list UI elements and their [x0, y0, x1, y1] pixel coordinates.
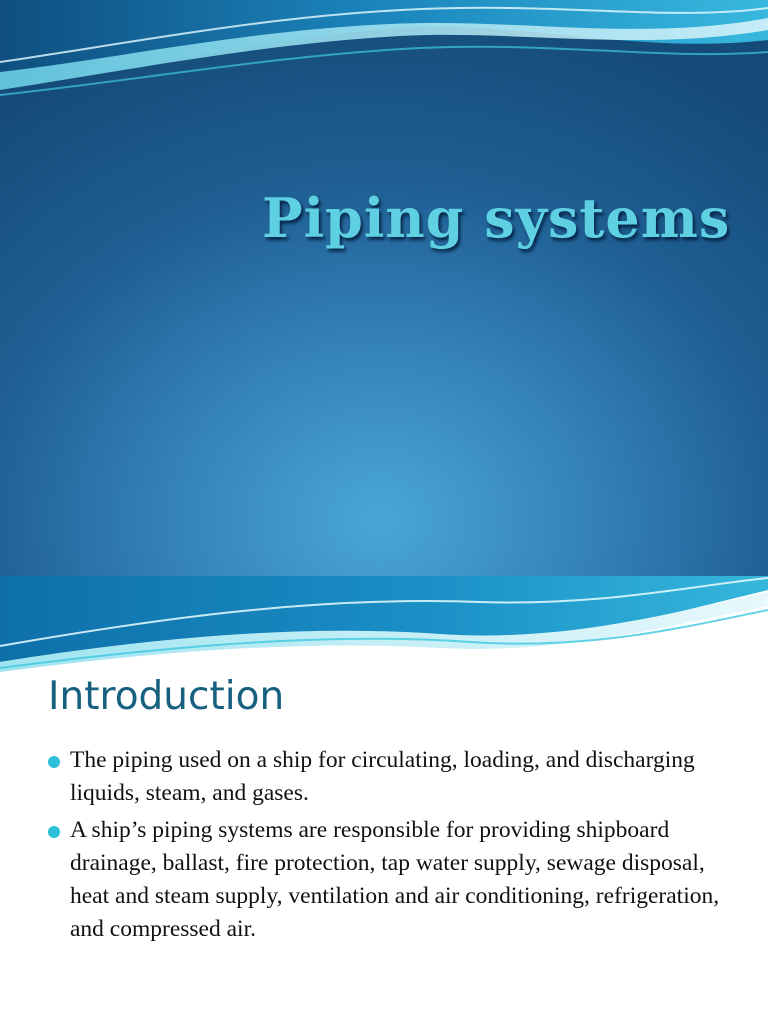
bullet-dot-icon: [48, 826, 60, 838]
title-slide-wave-decoration: [0, 0, 768, 110]
bullet-item: [46, 744, 746, 810]
bullet-item: [46, 814, 746, 946]
bullet-dot-icon: [48, 756, 60, 768]
bullet-text: The piping used on a ship for circulating, loading, and discharging liquids, steam, and gases.: [70, 747, 695, 806]
slide-title: Piping systems: [262, 186, 731, 250]
bullet-text: A ship’s piping systems are responsible for providing shipboard drainage, ballast, fire protection, tap water supply, sewage disposal, heat and steam supply, ventilation and air conditioning, refrigeration, and compressed air.: [70, 817, 720, 942]
bullet-list: [46, 744, 746, 950]
content-slide: [0, 576, 768, 1024]
content-slide-heading: Introduction: [48, 674, 285, 719]
content-slide-wave-decoration: [0, 576, 768, 676]
